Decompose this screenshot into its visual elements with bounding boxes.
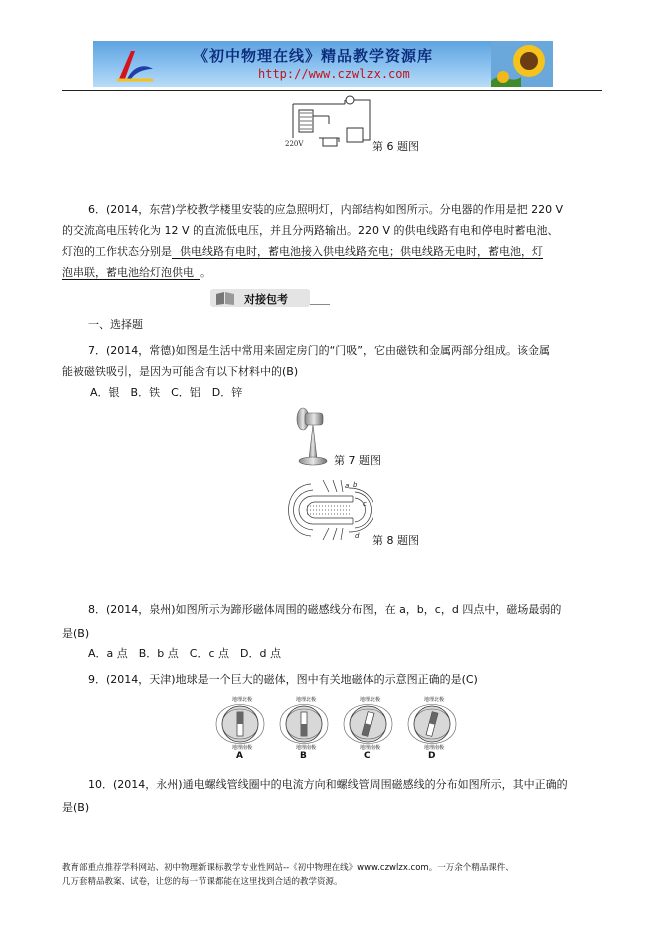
- q8-line2: 是(B): [62, 627, 90, 640]
- fig7-door-stopper: [283, 405, 331, 467]
- banner-title: 《初中物理在线》精品教学资源库: [193, 47, 434, 65]
- fig9-option-d: [402, 696, 462, 762]
- fig6-caption: 第 6 题图: [372, 140, 419, 153]
- header-rule: [62, 90, 602, 91]
- section-banner-label: 对接包考: [244, 293, 288, 306]
- section-title: 一、选择题: [88, 318, 143, 331]
- earth-magnet-icon: [210, 696, 270, 750]
- q10-line2: 是(B): [62, 801, 90, 814]
- q6-line2: 的交流高电压转化为 12 V 的直流低电压，并且分两路输出。220 V 的供电线路有电和停电时蓄电池、: [62, 224, 559, 237]
- fig9-d-top-label: 地理北极: [424, 697, 445, 703]
- q7-line1: 7．(2014，常德)如图是生活中常用来固定房门的“门吸”，它由磁铁和金属两部分组成。该金属: [88, 344, 550, 357]
- fig9-a-bottom-label: 地理南极: [232, 745, 253, 751]
- section-banner: [210, 289, 310, 307]
- fig6-circuit-diagram: [285, 94, 375, 152]
- footer-line1: 教育部重点推荐学科网站、初中物理新课标教学专业性网站--《初中物理在线》www.czwlzx.com。一万余个精品课件、: [62, 863, 514, 873]
- site-logo-icon: [115, 47, 155, 83]
- fig6-label-220v: 220V: [285, 140, 304, 148]
- fig9-label-b: B: [300, 751, 307, 761]
- fig9-b-bottom-label: 地理南极: [296, 745, 317, 751]
- q6-line1: 6．(2014，东营)学校教学楼里安装的应急照明灯，内部结构如图所示。分电器的作用是把 220 V: [88, 203, 564, 216]
- earth-magnet-icon: [274, 696, 334, 750]
- q6-line4: [62, 266, 211, 280]
- fig9-option-c: [338, 696, 398, 762]
- fig8-label-c: c: [363, 500, 367, 508]
- q10-line1: 10．(2014，永州)通电螺线管线圈中的电流方向和螺线管周围磁感线的分布如图所示，其中正确的: [88, 778, 568, 791]
- header-banner: [93, 41, 553, 87]
- fig9-label-a: A: [236, 751, 243, 761]
- section-banner-rule: [310, 304, 330, 305]
- earth-magnet-icon: [402, 696, 462, 750]
- fig8-label-d: d: [355, 532, 360, 540]
- q6-line3-prefix: 灯泡的工作状态分别是: [62, 245, 172, 258]
- earth-magnet-icon: [338, 696, 398, 750]
- q6-answer-2: 泡串联，蓄电池给灯泡供电: [62, 266, 200, 280]
- footer-line2: 几万套精品教案、试卷，让您的每一节课都能在这里找到合适的教学资源。: [62, 877, 343, 887]
- fig9-d-bottom-label: 地理南极: [424, 745, 445, 751]
- fig9-label-d: D: [428, 751, 436, 761]
- fig8-label-a: a: [345, 482, 350, 490]
- fig8-horseshoe-magnet: [283, 478, 373, 544]
- q8-line1: 8．(2014，泉州)如图所示为蹄形磁体周围的磁感线分布图，在 a，b，c，d 四点中，磁场最弱的: [88, 603, 562, 616]
- q9-line1: 9．(2014，天津)地球是一个巨大的磁体，图中有关地磁体的示意图正确的是(C): [88, 673, 478, 686]
- fig7-caption: 第 7 题图: [334, 454, 381, 467]
- fig9-option-b: [274, 696, 334, 762]
- book-icon: [214, 290, 236, 306]
- fig9-a-top-label: 地理北极: [232, 697, 253, 703]
- banner-url: http://www.czwlzx.com: [258, 67, 410, 81]
- q7-line2: 能被磁铁吸引，是因为可能含有以下材料中的(B): [62, 365, 299, 378]
- fig9-c-top-label: 地理北极: [360, 697, 381, 703]
- fig9-c-bottom-label: 地理南极: [360, 745, 381, 751]
- q8-options: A．a 点 B．b 点 C．c 点 D．d 点: [88, 647, 281, 660]
- fig8-caption: 第 8 题图: [372, 534, 419, 547]
- q6-line3: [62, 245, 543, 259]
- fig9-option-a: [210, 696, 270, 762]
- fig8-label-b: b: [353, 481, 358, 489]
- sunflower-icon: [491, 41, 553, 87]
- fig9-b-top-label: 地理北极: [296, 697, 317, 703]
- q6-line4-suffix: 。: [200, 266, 211, 279]
- q7-options: A．银 B．铁 C．铝 D．锌: [90, 386, 243, 399]
- fig9-earth-magnets: [210, 696, 460, 762]
- q6-answer-1: 供电线路有电时，蓄电池接入供电线路充电；供电线路无电时，蓄电池，灯: [172, 245, 543, 259]
- fig9-label-c: C: [364, 751, 371, 761]
